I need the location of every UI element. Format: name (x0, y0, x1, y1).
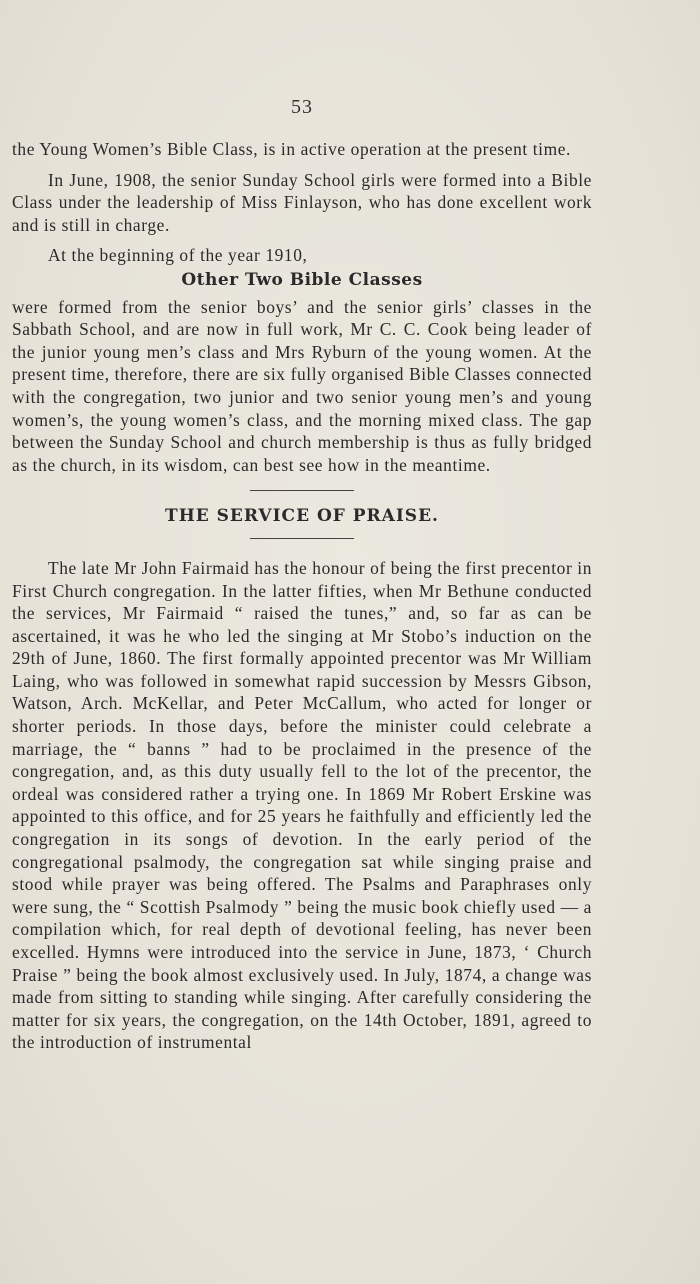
paragraph-intro-1910: At the beginning of the year 1910, (48, 245, 308, 266)
paragraph-bible-classes-body: were formed from the senior boys’ and the senior girls’ classes in the Sabbath School, and are now in full work, Mr C. C. Cook being leader of the junior young men’s class and Mrs Ryburn of the young women. At the present time, therefore, there are six fully organised Bible Classes connected with the congregation, two junior and two senior young men’s and young women’s, the young women’s class, and the morning mixed class. The gap between the Sunday School and church membership is thus as fully bridged as the church, in its wisdom, can best see how in the meantime. (12, 296, 592, 475)
paragraph-service-of-praise: The late Mr John Fairmaid has the honour of being the first precentor in First Church congregation. In the latter fifties, when Mr Bethune conducted the services, Mr Fairmaid “ raised the tunes,” and, so far as can be ascertained, it was he who led the singing at Mr Stobo’s induction on the 29th of June, 1860. The first formally appointed precentor was Mr William Laing, who was followed in somewhat rapid succession by Messrs Gibson, Watson, Arch. McKellar, and Peter McCallum, who acted for longer or shorter periods. In those days, before the minister could celebrate a marriage, the “ banns ” had to be proclaimed in the presence of the congregation, and, as this duty usually fell to the lot of the precentor, the ordeal was considered rather a trying one. In 1869 Mr Robert Erskine was appointed to this office, and for 25 years he faithfully and efficiently led the congregation in its songs of devotion. In the early period of the congregational psalmody, the congregation sat while singing praise and stood while prayer was being offered. The Psalms and Paraphrases only were sung, the “ Scottish Psalmody ” being the music book chiefly used — a compilation which, for real depth of devotional feeling, has never been excelled. Hymns were introduced into the service in June, 1873, ‘ Church Praise ” being the book almost exclusively used. In July, 1874, a change was made from sitting to standing while singing. After carefully considering the matter for six years, the congregation, on the 14th October, 1891, agreed to the introduction of instrumental (12, 557, 593, 1053)
paragraph-continuation: the Young Women’s Bible Class, is in active operation at the present time. (12, 139, 572, 159)
subheading-other-bible-classes: Other Two Bible Classes (181, 269, 423, 290)
section-title: THE SERVICE OF PRAISE. (165, 506, 439, 527)
paragraph-senior-girls-class: In June, 1908, the senior Sunday School girls were formed into a Bible Class under the leadership of Miss Finlayson, who has done excellent work and is still in charge. (12, 169, 592, 235)
divider-rule-top (250, 490, 354, 491)
divider-rule-bottom (250, 538, 354, 539)
page-body (12, 138, 592, 1054)
page-number: 53 (291, 96, 313, 118)
